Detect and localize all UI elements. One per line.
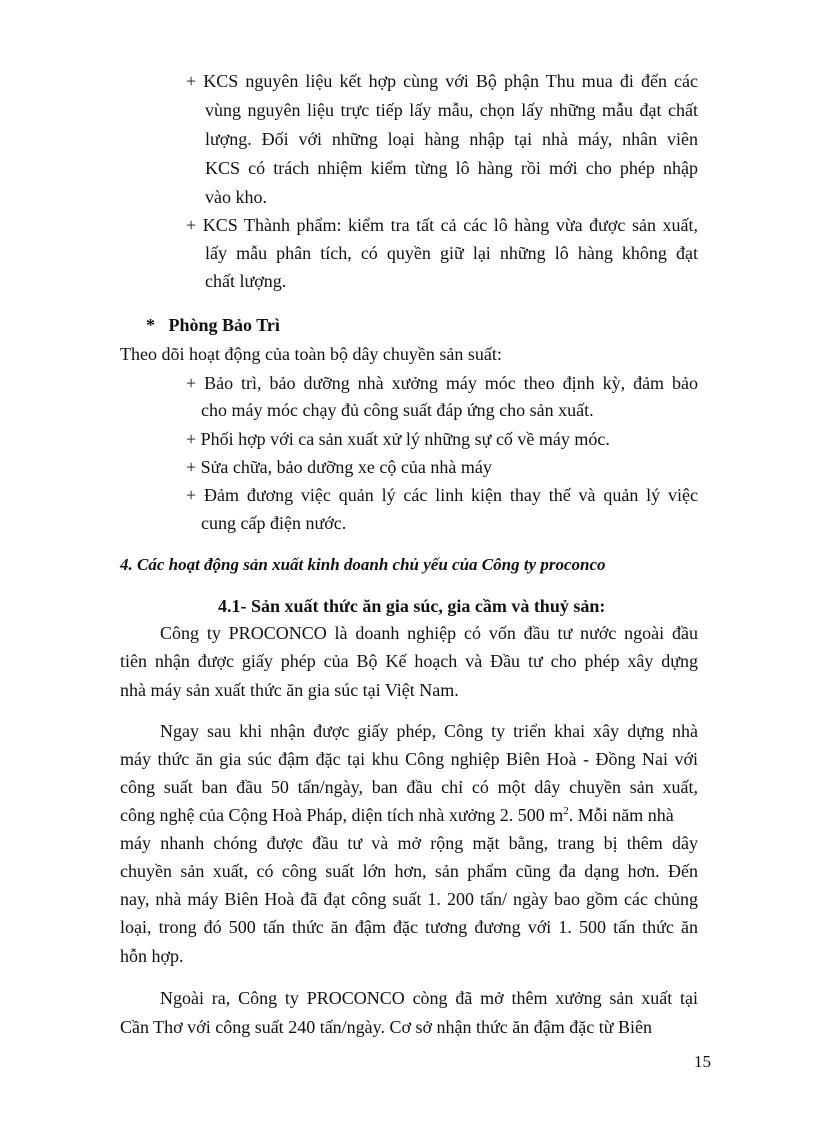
superscript-2: 2 — [563, 805, 569, 817]
para-2-line-9: hỗn hợp. — [120, 946, 184, 966]
kcs-bullet-2-line-1: + KCS Thành phẩm: kiểm tra tất cả các lô hàng vừa được sản xuất, — [186, 215, 698, 235]
para-1-line-3: nhà máy sản xuất thức ăn gia súc tại Việt Nam. — [120, 680, 459, 700]
kcs-bullet-1-line-1: + KCS nguyên liệu kết hợp cùng với Bộ phận Thu mua đi đến các — [186, 71, 698, 91]
maintenance-item-1-line-1: + Bảo trì, bảo dưỡng nhà xưởng máy móc theo định kỳ, đảm bảo — [186, 373, 698, 393]
para-3-line-2: Cần Thơ với công suất 240 tấn/ngày. Cơ sở nhận thức ăn đậm đặc từ Biên — [120, 1017, 652, 1037]
maintenance-intro: Theo dõi hoạt động của toàn bộ dây chuyền sản suất: — [120, 344, 502, 364]
para-2-line-4 — [120, 802, 674, 828]
para-1-line-2: tiên nhận được giấy phép của Bộ Kế hoạch và Đầu tư cho phép xây dựng — [120, 651, 698, 671]
maintenance-heading: * Phòng Bảo Trì — [146, 315, 280, 335]
para-2-line-4-tail: . Mỗi năm nhà — [568, 805, 674, 825]
para-2-line-8: loại, trong đó 500 tấn thức ăn đậm đặc tương đương với 1. 500 tấn thức ăn — [120, 917, 698, 937]
maintenance-item-3: + Sửa chữa, bảo dưỡng xe cộ của nhà máy — [186, 457, 492, 477]
kcs-bullet-2-line-3: chất lượng. — [205, 271, 287, 291]
para-2-line-1: Ngay sau khi nhận được giấy phép, Công ty triển khai xây dựng nhà — [160, 721, 698, 741]
para-2-line-6: chuyền sản xuất, có công suất lớn hơn, sản phẩm cũng đa dạng hơn. Đến — [120, 861, 698, 881]
kcs-bullet-1-line-5: vào kho. — [205, 187, 267, 207]
para-2-line-3: công suất ban đầu 50 tấn/ngày, ban đầu chỉ có một dây chuyền sản xuất, — [120, 777, 698, 797]
para-2-line-4-text: công nghệ của Cộng Hoà Pháp, diện tích nhà xưởng 2. 500 m — [120, 805, 564, 825]
para-2-line-5: máy nhanh chóng được đầu tư và mở rộng mặt bằng, trang bị thêm dây — [120, 833, 698, 853]
maintenance-item-4-line-2: cung cấp điện nước. — [201, 513, 347, 533]
kcs-bullet-1-line-2: vùng nguyên liệu trực tiếp lấy mẫu, chọn lấy những mẫu đạt chất — [205, 100, 698, 120]
para-2-line-2: máy thức ăn gia súc đậm đặc tại khu Công nghiệp Biên Hoà - Đồng Nai với — [120, 749, 698, 769]
section-4-title: 4. Các hoạt động sản xuất kinh doanh chủ yếu của Công ty proconco — [120, 555, 606, 574]
page-number: 15 — [694, 1052, 711, 1071]
para-1-line-1: Công ty PROCONCO là doanh nghiệp có vốn đầu tư nước ngoài đầu — [160, 623, 698, 643]
kcs-bullet-1-line-4: KCS có trách nhiệm kiểm từng lô hàng rồi mới cho phép nhập — [205, 158, 698, 178]
maintenance-item-4-line-1: + Đảm đương việc quản lý các linh kiện thay thế và quản lý việc — [186, 485, 698, 505]
kcs-bullet-1-line-3: lượng. Đối với những loại hàng nhập tại nhà máy, nhân viên — [205, 129, 698, 149]
para-2-line-7: nay, nhà máy Biên Hoà đã đạt công suất 1. 200 tấn/ ngày bao gồm các chủng — [120, 889, 698, 909]
section-4-1-heading: 4.1- Sản xuất thức ăn gia súc, gia cầm và thuỷ sản: — [218, 596, 606, 616]
para-3-line-1: Ngoài ra, Công ty PROCONCO còng đã mở thêm xưởng sản xuất tại — [160, 988, 698, 1008]
maintenance-item-1-line-2: cho máy móc chạy đủ công suất đáp ứng cho sản xuất. — [201, 400, 594, 420]
kcs-bullet-2-line-2: lấy mẫu phân tích, có quyền giữ lại những lô hàng không đạt — [205, 243, 698, 263]
maintenance-item-2: + Phối hợp với ca sản xuất xử lý những sự cố về máy móc. — [186, 429, 610, 449]
